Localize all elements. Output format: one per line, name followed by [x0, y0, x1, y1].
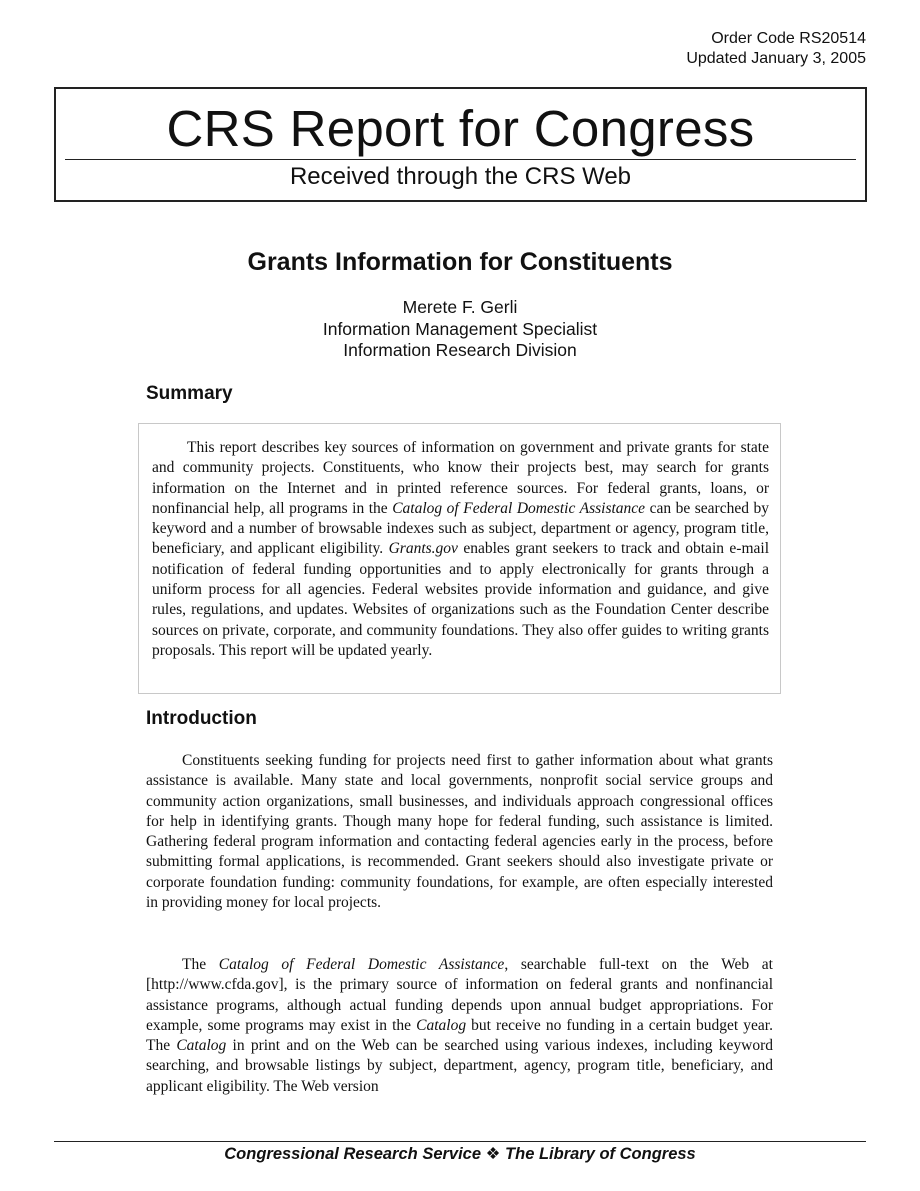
- banner-subtitle: Received through the CRS Web: [289, 163, 632, 190]
- introduction-heading: Introduction: [146, 708, 257, 729]
- intro-p2-catalog-1: Catalog: [416, 1016, 467, 1034]
- intro-p2-catalog-title: Catalog of Federal Domestic Assistance: [218, 956, 505, 973]
- banner-title: CRS Report for Congress: [166, 100, 755, 157]
- intro-p2-text-c: but receive no funding in a certain budget year. The: [146, 1016, 773, 1055]
- intro-paragraph-2: [146, 955, 773, 1097]
- order-code-block: [686, 29, 866, 69]
- summary-heading: Summary: [146, 383, 233, 404]
- footer-crs: Congressional Research Service: [224, 1145, 482, 1163]
- author-division: Information Research Division: [343, 340, 577, 360]
- footer-loc: The Library of Congress: [505, 1145, 696, 1163]
- author-name: Merete F. Gerli: [402, 297, 518, 317]
- intro-p2-text-b: , searchable full-text on the Web at [http://www.cfda.gov], is the primary source of information on federal grants and nonfinancial assistance programs, although actual funding depends upon annual budget appropriations. For example, some programs may exist in the: [146, 956, 773, 1034]
- summary-catalog-title: Catalog of Federal Domestic Assistance: [392, 499, 646, 517]
- author-position: Information Management Specialist: [322, 318, 598, 339]
- intro-p2-text-a: The: [182, 956, 219, 973]
- document-title: Grants Information for Constituents: [247, 248, 673, 276]
- footer-divider: [54, 1141, 866, 1142]
- summary-grants-gov: Grants.gov: [388, 540, 458, 558]
- report-banner: [54, 87, 867, 202]
- updated-date: Updated January 3, 2005: [686, 50, 866, 67]
- intro-p2-catalog-2: Catalog: [176, 1037, 227, 1055]
- summary-text-3: enables grant seekers to track and obtain e-mail notification of federal funding opportunities and to apply electronically for grants through a uniform process for all agencies. Federal websites provide information and guidance, and give rules, regulations, and updates. Websites of organizations such as the Foundation Center describe sources on private, corporate, and community foundations. They also offer guides to writing grants proposals. This report will be updated yearly.: [152, 540, 770, 659]
- page-footer: [0, 1144, 920, 1164]
- summary-paragraph: [152, 438, 769, 661]
- order-code: Order Code RS20514: [711, 30, 866, 47]
- summary-text-1: This report describes key sources of information on government and private grants for state and community projects. Constituents, who know their projects best, may search for grants information on the Internet and in printed reference sources. For federal grants, loans, or nonfinancial help, all programs in the: [152, 439, 769, 517]
- summary-text-2: can be searched by keyword and a number of browsable indexes such as subject, department or agency, program title, beneficiary, and applicant eligibility.: [152, 499, 769, 558]
- author-block: [0, 297, 920, 362]
- fleuron-icon: ❖: [485, 1145, 501, 1163]
- intro-p2-text-d: in print and on the Web can be searched using various indexes, including keyword searching, and browsable listings by subject, department, agency, program title, beneficiary, and applicant eligibility. The Web version: [146, 1037, 773, 1095]
- banner-divider: [65, 159, 856, 160]
- intro-paragraph-1: Constituents seeking funding for projects need first to gather information about what grants assistance is available. Many state and local governments, nonprofit social service groups and community action organizations, small businesses, and individuals approach congressional offices for help in identifying grants. Though many hope for federal funding, such assistance is limited. Gathering federal program information and contacting federal agencies early in the process, before submitting formal applications, is recommended. Grant seekers should also investigate private or corporate foundation funding: community foundations, for example, are often especially interested in providing money for local projects.: [146, 752, 773, 912]
